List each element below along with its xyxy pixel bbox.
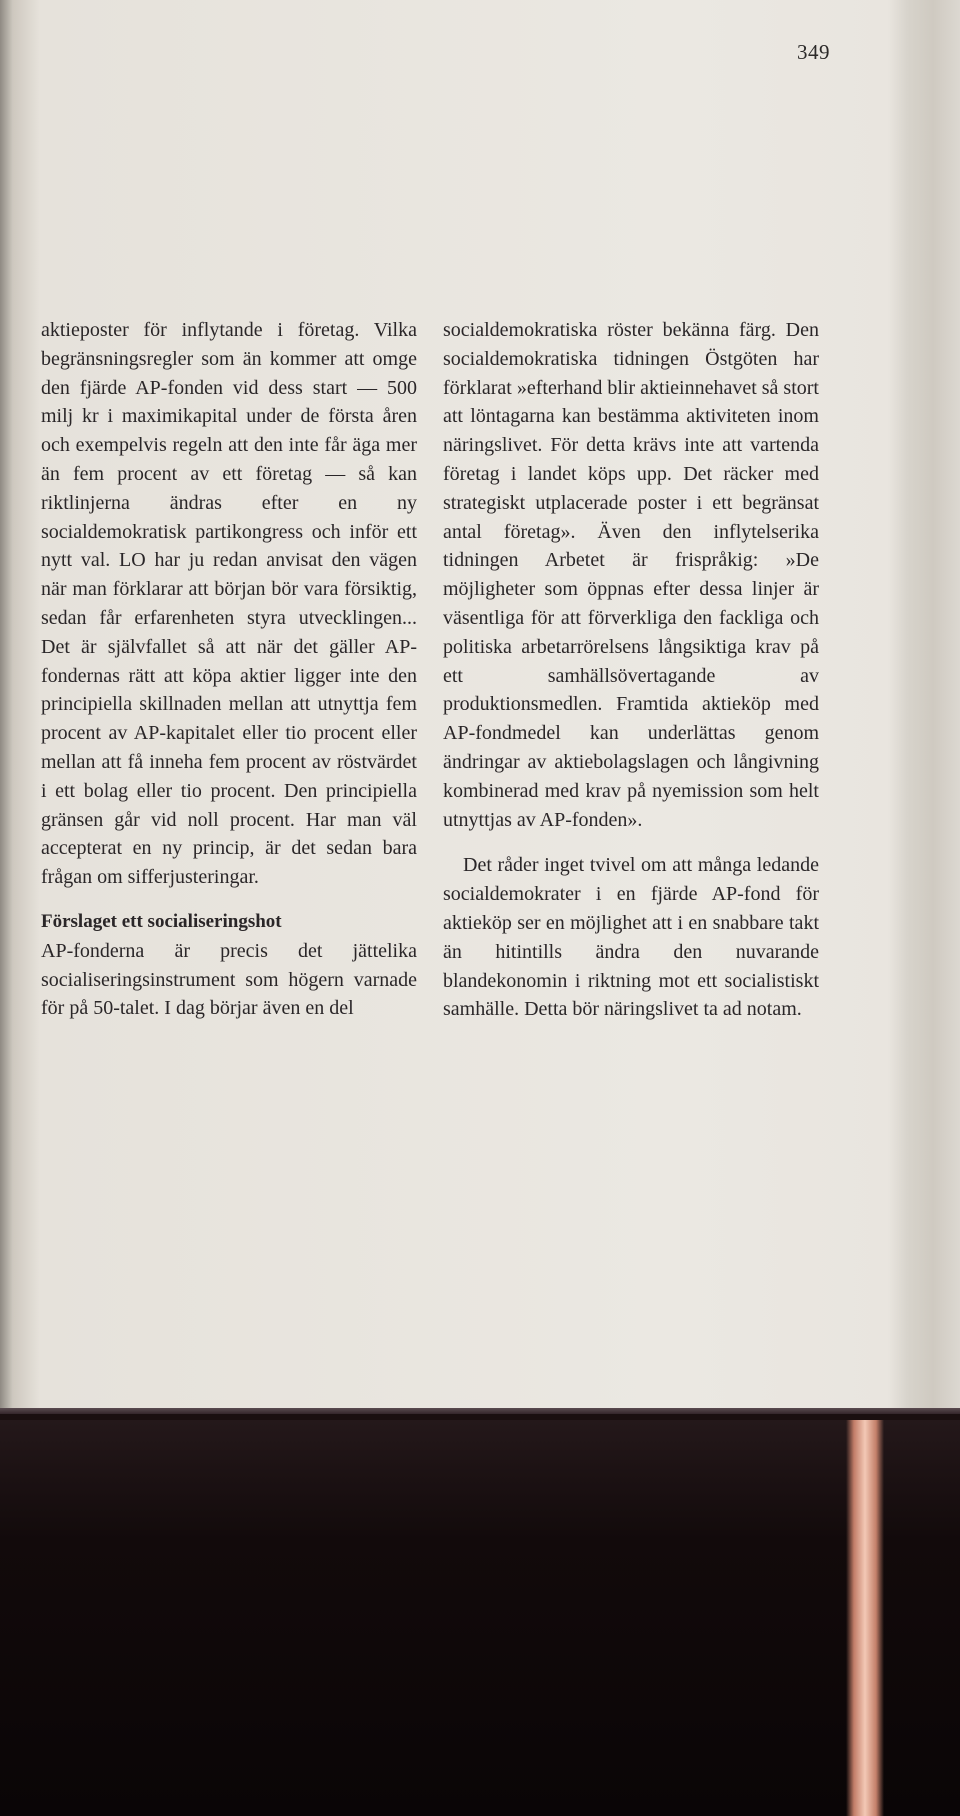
dark-background (0, 1420, 960, 1816)
page-edge (888, 0, 960, 1414)
right-column (443, 316, 819, 1024)
page-gutter-shadow (0, 0, 12, 1414)
left-column (41, 316, 417, 1023)
book-cover-edge (0, 1408, 960, 1414)
left-paragraph-2: AP-fonderna är precis det jättelika socialiseringsinstrument som högern varnade för på 50-talet. I dag börjar även en del (41, 939, 417, 1020)
right-paragraph-2: Det råder inget tvivel om att många ledande socialdemokrater i en fjärde AP-fond för aktieköp ser en möjlighet att i en snabbare takt än hitintills ändra den nuvarande blandekonomin i riktning mot ett socialistiskt samhälle. Detta bör näringslivet ta ad notam. (443, 854, 819, 1021)
section-subheading: Förslaget ett socialiseringshot (41, 910, 282, 932)
page-number: 349 (797, 40, 830, 64)
left-paragraph-1: aktieposter för inflytande i företag. Vilka begränsningsregler som än kommer att omge den fjärde AP-fonden vid dess start — 500 milj kr i maximikapital under de första åren och exempelvis regeln att den inte får äga mer än fem procent av ett företag — så kan riktlinjerna ändras efter en ny socialdemokratisk partikongress och inför ett nytt val. LO har ju redan anvisat den vägen när man förklarar att början bör vara försiktig, sedan får erfarenheten styra utvecklingen... Det är självfallet så att när det gäller AP-fondernas rätt att köpa aktier ligger inte den principiella skillnaden mellan att utnyttja fem procent av AP-kapitalet eller tio procent eller mellan att få inneha fem procent av röstvärdet i ett bolag eller tio procent. Den principiella gränsen går vid noll procent. Har man väl accepterat en ny princip, är det sedan bara frågan om sifferjusteringar. (41, 319, 417, 889)
right-paragraph-1: socialdemokratiska röster bekänna färg. Den socialdemokratiska tidningen Östgöten har förklarat »efterhand blir aktieinnehavet så stort att löntagarna kan bestämma aktiviteten inom näringslivet. För detta krävs inte att vartenda företag i landet köps upp. Det räcker med strategiskt utplacerade poster i ett begränsat antal företag». Även den inflytelserika tidningen Arbetet är frispråkig: »De möjligheter som öppnas efter dessa linjer är väsentliga för att förverkliga den fackliga och politiska arbetarrörelsens långsiktiga krav på ett samhällsövertagande av produktionsmedlen. Framtida aktieköp med AP-fondmedel kan underlättas genom ändringar av aktiebolagslagen och långivning kombinerad med krav på nyemission som helt utnyttjas av AP-fonden». (443, 319, 819, 831)
light-reflection (846, 1420, 884, 1816)
